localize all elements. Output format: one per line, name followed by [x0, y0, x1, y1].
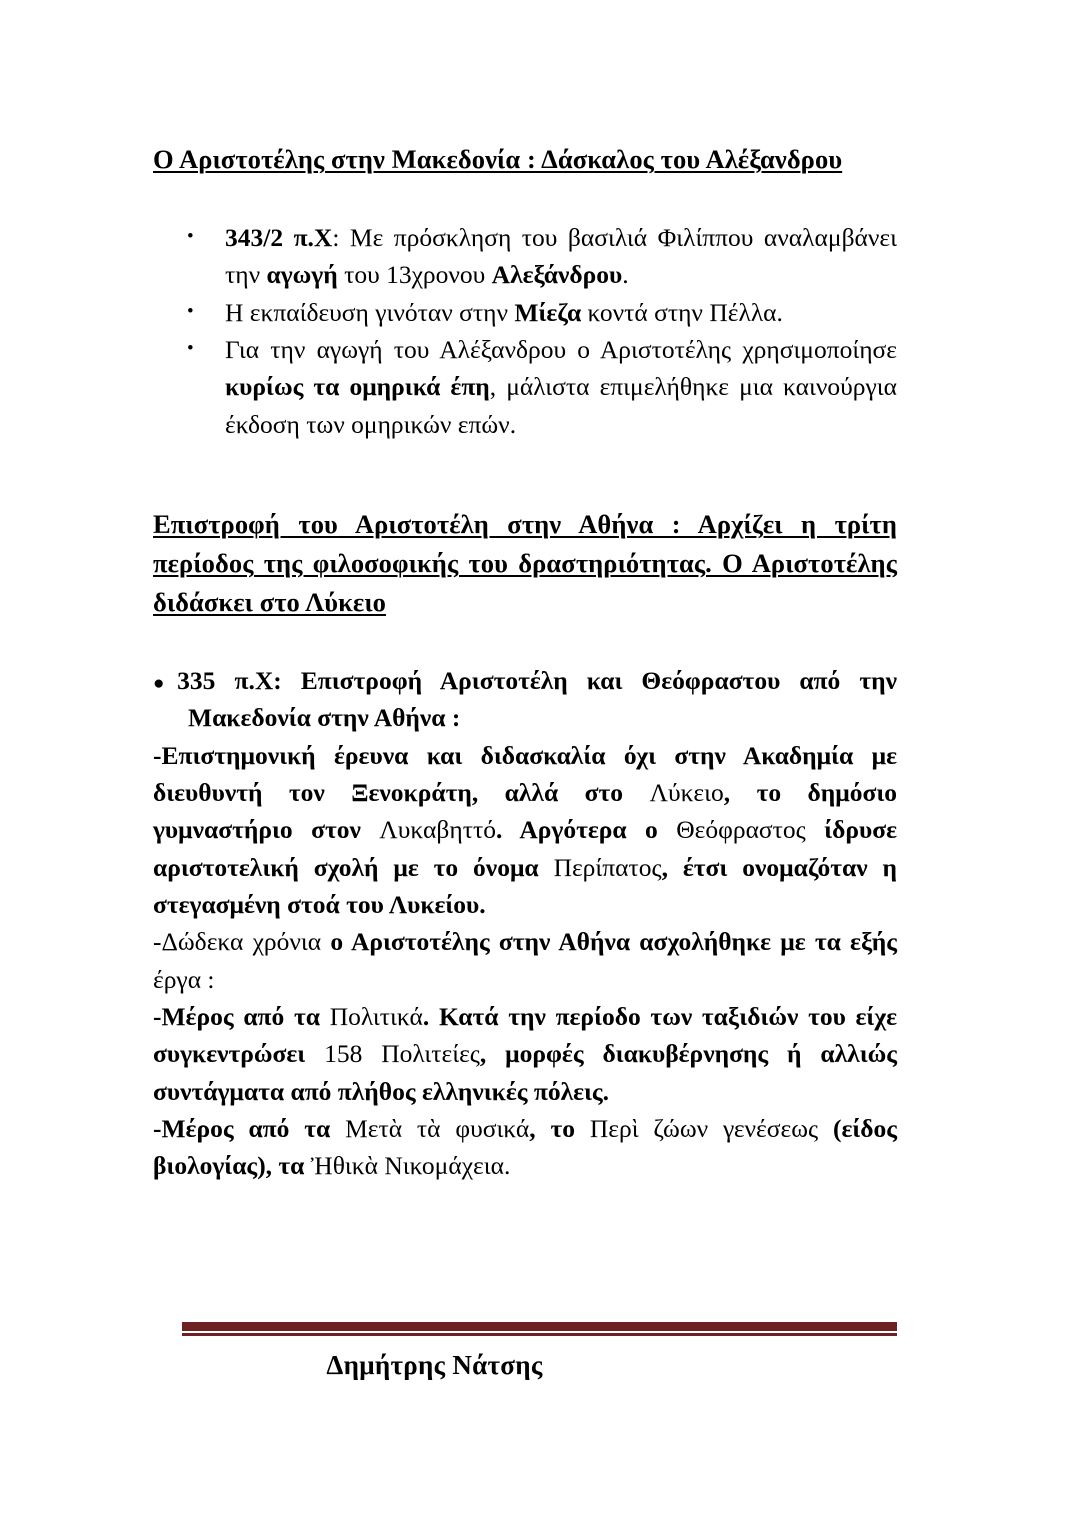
- section1-bullet-list: [153, 219, 897, 443]
- paragraph-text: [153, 1002, 897, 1106]
- text-run: , το δημόσιο γυμναστήριο στον: [153, 777, 898, 845]
- section2-heading-text: Επιστροφή του Αριστοτέλη στην Αθήνα : Αρχίζει η τρίτη περίοδος της φιλοσοφικής του δραστηριότητας. Ο Αριστοτέλης διδάσκει στο Λύκειο: [153, 509, 897, 617]
- text-run: . Κατά την περίοδο των ταξιδιών του είχε συγκεντρώσει: [153, 1001, 897, 1069]
- text-run: -Μέρος από τα: [153, 1001, 330, 1031]
- text-run: κοντά στην Πέλλα.: [581, 297, 783, 327]
- bullet-icon: •: [187, 225, 194, 247]
- text-run: Για την αγωγή του Αλέξανδρου ο Αριστοτέλης χρησιμοποίησε: [225, 334, 897, 364]
- text-run: 335 π.Χ: Επιστροφή Αριστοτέλη και Θεόφραστου από την Μακεδονία στην Αθήνα :: [177, 665, 897, 733]
- list-item: [153, 219, 897, 294]
- text-run: .: [622, 260, 629, 290]
- text-run: Λυκαβηττό: [379, 815, 496, 845]
- text-run: έργα :: [153, 964, 215, 994]
- page-footer: [182, 1322, 897, 1381]
- text-run: -Μέρος από τα: [153, 1114, 346, 1143]
- text-run: Ἠθικὰ Νικομάχεια.: [310, 1151, 511, 1181]
- spacer: [153, 443, 897, 505]
- text-run: αγωγή: [266, 260, 338, 290]
- text-run: ο Αριστοτέλης στην Αθήνα ασχολήθηκε με τα εξής: [330, 927, 897, 957]
- paragraph-text: [177, 666, 897, 732]
- text-run: Περίπατος: [553, 852, 662, 882]
- bullet-icon: •: [187, 300, 194, 322]
- text-run: Θεόφραστος: [676, 815, 806, 845]
- text-run: Μίεζα: [514, 297, 582, 327]
- section1-heading: [153, 140, 897, 179]
- paragraph-scientific-research: [153, 737, 897, 924]
- paragraph-twelve-years: [153, 923, 897, 998]
- text-run: Μετὰ τὰ φυσικά: [345, 1114, 530, 1143]
- text-run: του 13χρονου: [337, 260, 492, 290]
- text-run: Λύκειο: [649, 777, 724, 807]
- footer-rule-thin: [182, 1333, 897, 1336]
- text-run: : Με πρόσκληση του βασιλιά Φιλίππου αναλαμβάνει την: [225, 222, 897, 290]
- text-run: κυρίως τα ομηρικά έπη: [225, 372, 490, 402]
- list-item: [153, 294, 897, 331]
- text-run: (είδος βιολογίας), τα: [153, 1114, 897, 1181]
- text-run: -Δώδεκα χρόνια: [153, 927, 331, 957]
- paragraph-intro-335: [153, 662, 897, 737]
- section2-heading: [153, 505, 897, 622]
- list-item: [153, 331, 897, 443]
- document-content: [153, 140, 897, 1185]
- bullet-icon: •: [187, 337, 194, 359]
- text-run: , το: [529, 1114, 590, 1143]
- text-run: 158 Πολιτείες: [324, 1039, 480, 1069]
- text-run: Περὶ ζώων γενέσεως: [589, 1114, 819, 1143]
- text-run: , μορφές διακυβέρνησης ή αλλιώς συντάγματα από πλήθος ελληνικές πόλεις.: [153, 1039, 897, 1106]
- section2-body: [153, 662, 897, 1185]
- section1-heading-text: Ο Αριστοτέλης στην Μακεδονία : Δάσκαλος του Αλέξανδρου: [153, 144, 843, 174]
- bullet-icon: ●: [153, 672, 178, 694]
- list-item-text: [225, 298, 783, 327]
- list-item-text: [225, 335, 897, 439]
- spacer: [153, 622, 897, 662]
- text-run: Πολιτικά: [329, 1001, 423, 1031]
- text-run: , μάλιστα επιμελήθηκε μια καινούργια έκδοση των ομηρικών επών.: [225, 372, 897, 439]
- text-run: , έτσι ονομαζόταν η στεγασμένη στοά του Λυκείου.: [153, 852, 898, 919]
- paragraph-meta-ta-fysika: [153, 1110, 897, 1185]
- paragraph-politika: [153, 998, 897, 1110]
- text-run: 343/2 π.Χ: [225, 222, 333, 252]
- footer-rule-thick: [182, 1322, 897, 1331]
- paragraph-text: [153, 741, 897, 919]
- text-run: Η εκπαίδευση γινόταν στην: [225, 297, 515, 327]
- text-run: ίδρυσε αριστοτελική σχολή με το όνομα: [153, 815, 898, 882]
- paragraph-text: [153, 927, 897, 993]
- text-run: -Επιστημονική έρευνα και διδασκαλία όχι στην Ακαδημία με διευθυντή τον Ξενοκράτη, αλλά στο: [153, 740, 897, 807]
- text-run: Αλεξάνδρου: [491, 260, 623, 290]
- spacer: [153, 179, 897, 219]
- author-name: Δημήτρης Νάτσης: [326, 1350, 543, 1380]
- paragraph-text: [153, 1114, 897, 1180]
- text-run: . Αργότερα ο: [495, 815, 677, 845]
- list-item-text: [225, 223, 897, 289]
